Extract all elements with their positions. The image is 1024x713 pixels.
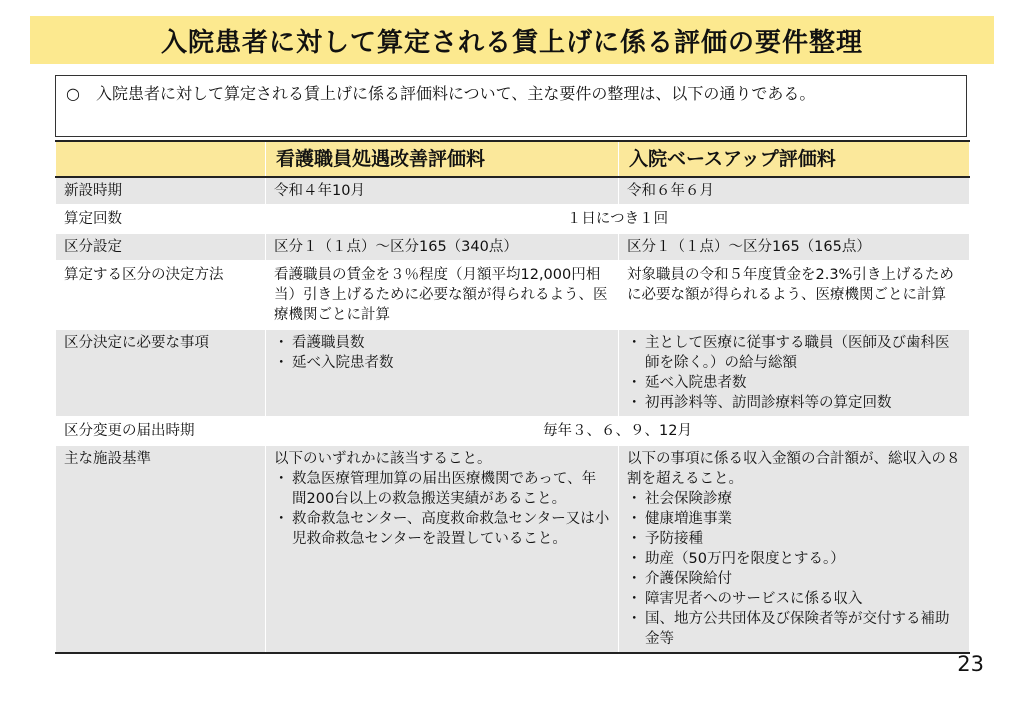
table-row — [56, 233, 970, 261]
slide-title-bar — [30, 16, 994, 64]
slide-title: 入院患者に対して算定される賃上げに係る評価の要件整理 — [160, 27, 863, 58]
cell-calc-count-merged: １日につき１回 — [266, 205, 970, 233]
cell-baseup-start-date: 令和６年６月 — [619, 177, 970, 205]
cell-baseup-category-setting: 区分１（１点）～区分165（165点） — [619, 233, 970, 261]
list-item: ・ 初再診料等、訪問診療料等の算定回数 — [627, 393, 961, 413]
table-row — [56, 445, 970, 653]
list-item: ・ 救命救急センター、高度救命救急センター又は小児救命救急センターを設置していること。 — [274, 509, 610, 549]
table-row — [56, 205, 970, 233]
list-item: ・ 助産（50万円を限度とする。） — [627, 549, 961, 569]
intro-box — [55, 75, 967, 137]
table-row — [56, 417, 970, 445]
row-label-facility-criteria: 主な施設基準 — [56, 445, 266, 653]
intro-text: 入院患者に対して算定される賃上げに係る評価料について、主な要件の整理は、以下の通りである。 — [96, 84, 816, 103]
baseup-criteria-list — [627, 489, 961, 649]
cell-nursing-category-setting: 区分１（１点）～区分165（340点） — [266, 233, 619, 261]
row-label-required-items: 区分決定に必要な事項 — [56, 329, 266, 417]
header-blank-cell — [56, 141, 266, 177]
header-base-up-evaluation: 入院ベースアップ評価料 — [619, 141, 970, 177]
baseup-required-list — [627, 333, 961, 413]
nursing-criteria-list — [274, 469, 610, 549]
list-item: ・ 看護職員数 — [274, 333, 610, 353]
cell-notification-timing-merged: 毎年３、６、９、12月 — [266, 417, 970, 445]
row-label-start-date: 新設時期 — [56, 177, 266, 205]
cell-nursing-start-date: 令和４年10月 — [266, 177, 619, 205]
intro-bullet: ○ — [66, 84, 80, 103]
list-item: ・ 社会保険診療 — [627, 489, 961, 509]
requirements-table — [55, 140, 970, 654]
nursing-criteria-intro: 以下のいずれかに該当すること。 — [274, 451, 492, 467]
table-row — [56, 329, 970, 417]
list-item: ・ 主として医療に従事する職員（医師及び歯科医師を除く。）の給与総額 — [627, 333, 961, 373]
list-item: ・ 国、地方公共団体及び保険者等が交付する補助金等 — [627, 609, 961, 649]
cell-nursing-facility-criteria — [266, 445, 619, 653]
row-label-notification-timing: 区分変更の届出時期 — [56, 417, 266, 445]
header-nursing-evaluation: 看護職員処遇改善評価料 — [266, 141, 619, 177]
nursing-required-list — [274, 333, 610, 373]
list-item: ・ 障害児者へのサービスに係る収入 — [627, 589, 961, 609]
row-label-decision-method: 算定する区分の決定方法 — [56, 261, 266, 329]
cell-baseup-facility-criteria — [619, 445, 970, 653]
page-number: 23 — [957, 652, 984, 676]
table-header-row — [56, 141, 970, 177]
list-item: ・ 健康増進事業 — [627, 509, 961, 529]
list-item: ・ 延べ入院患者数 — [627, 373, 961, 393]
cell-baseup-decision-method: 対象職員の令和５年度賃金を2.3%引き上げるために必要な額が得られるよう、医療機関ごとに計算 — [619, 261, 970, 329]
table-row — [56, 261, 970, 329]
row-label-calc-count: 算定回数 — [56, 205, 266, 233]
table-row — [56, 177, 970, 205]
list-item: ・ 予防接種 — [627, 529, 961, 549]
row-label-category-setting: 区分設定 — [56, 233, 266, 261]
cell-baseup-required-items — [619, 329, 970, 417]
cell-nursing-required-items — [266, 329, 619, 417]
cell-nursing-decision-method: 看護職員の賃金を３％程度（月額平均12,000円相当）引き上げるために必要な額が得られるよう、医療機関ごとに計算 — [266, 261, 619, 329]
list-item: ・ 救急医療管理加算の届出医療機関であって、年間200台以上の救急搬送実績があること。 — [274, 469, 610, 509]
list-item: ・ 介護保険給付 — [627, 569, 961, 589]
baseup-criteria-intro: 以下の事項に係る収入金額の合計額が、総収入の８割を超えること。 — [627, 451, 961, 487]
list-item: ・ 延べ入院患者数 — [274, 353, 610, 373]
